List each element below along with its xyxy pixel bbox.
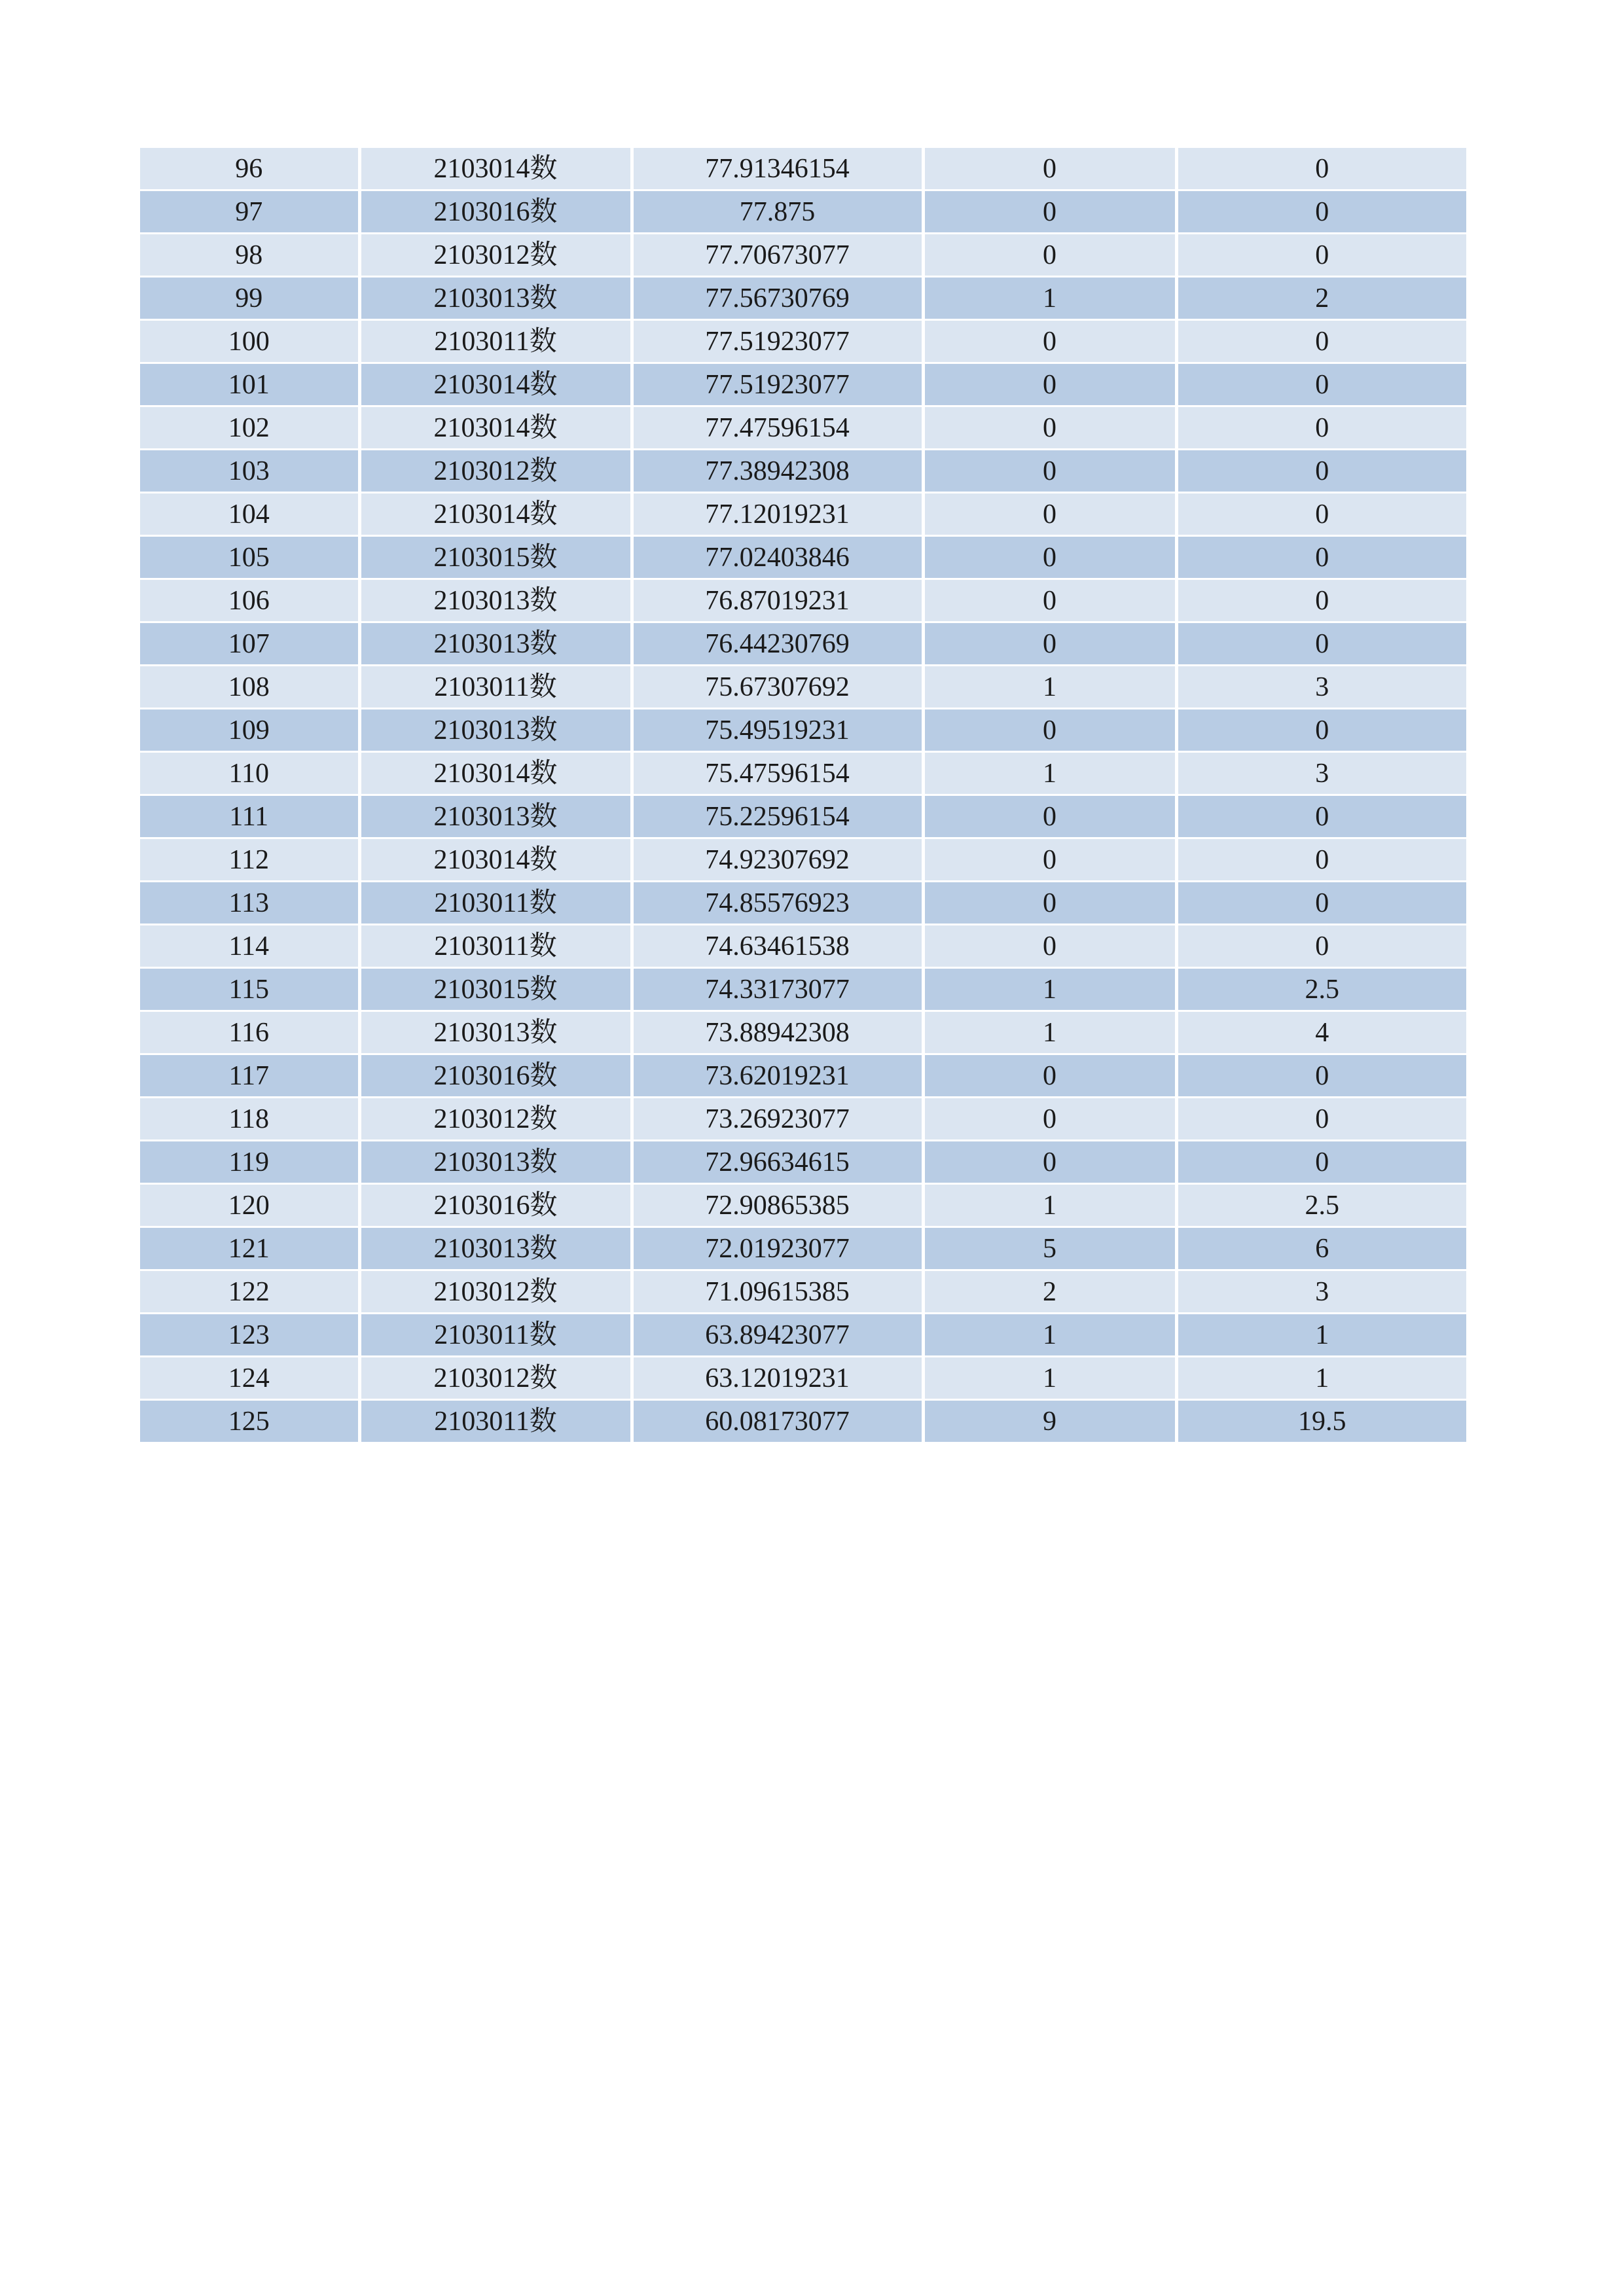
count-cell: 0	[923, 795, 1176, 838]
score-cell: 77.91346154	[632, 148, 923, 190]
score-cell: 71.09615385	[632, 1270, 923, 1314]
class-cell: 2103014数	[359, 838, 632, 882]
points-cell: 2.5	[1176, 1184, 1466, 1227]
class-cell: 2103013数	[359, 795, 632, 838]
rank-cell: 115	[140, 968, 359, 1011]
points-cell: 0	[1176, 450, 1466, 493]
count-cell: 0	[923, 925, 1176, 968]
score-cell: 60.08173077	[632, 1400, 923, 1443]
points-cell: 6	[1176, 1227, 1466, 1270]
rank-cell: 114	[140, 925, 359, 968]
count-cell: 0	[923, 1054, 1176, 1098]
points-cell: 0	[1176, 536, 1466, 579]
points-cell: 0	[1176, 925, 1466, 968]
table-row	[140, 234, 1466, 277]
points-cell: 0	[1176, 1054, 1466, 1098]
score-cell: 72.01923077	[632, 1227, 923, 1270]
class-cell: 2103011数	[359, 882, 632, 925]
table-row	[140, 752, 1466, 795]
data-table	[140, 148, 1466, 1444]
rank-cell: 118	[140, 1098, 359, 1141]
table-row	[140, 1270, 1466, 1314]
count-cell: 0	[923, 838, 1176, 882]
score-cell: 77.70673077	[632, 234, 923, 277]
table-row	[140, 363, 1466, 406]
class-cell: 2103012数	[359, 234, 632, 277]
class-cell: 2103011数	[359, 666, 632, 709]
class-cell: 2103012数	[359, 450, 632, 493]
table-row	[140, 406, 1466, 450]
score-cell: 77.02403846	[632, 536, 923, 579]
table-row	[140, 1098, 1466, 1141]
table-row	[140, 536, 1466, 579]
points-cell: 0	[1176, 148, 1466, 190]
score-cell: 73.62019231	[632, 1054, 923, 1098]
table-row	[140, 277, 1466, 320]
table-row	[140, 1314, 1466, 1357]
table-row	[140, 666, 1466, 709]
score-cell: 74.33173077	[632, 968, 923, 1011]
rank-cell: 110	[140, 752, 359, 795]
score-cell: 73.26923077	[632, 1098, 923, 1141]
class-cell: 2103015数	[359, 536, 632, 579]
points-cell: 0	[1176, 320, 1466, 363]
score-cell: 77.12019231	[632, 493, 923, 536]
rank-cell: 123	[140, 1314, 359, 1357]
score-cell: 74.85576923	[632, 882, 923, 925]
class-cell: 2103012数	[359, 1098, 632, 1141]
table-row	[140, 1357, 1466, 1400]
score-cell: 75.67307692	[632, 666, 923, 709]
points-cell: 0	[1176, 579, 1466, 622]
rank-cell: 101	[140, 363, 359, 406]
score-cell: 77.56730769	[632, 277, 923, 320]
count-cell: 0	[923, 320, 1176, 363]
class-cell: 2103013数	[359, 709, 632, 752]
rank-cell: 120	[140, 1184, 359, 1227]
points-cell: 0	[1176, 1141, 1466, 1184]
score-cell: 75.47596154	[632, 752, 923, 795]
table-row	[140, 579, 1466, 622]
table-row	[140, 1011, 1466, 1054]
count-cell: 1	[923, 968, 1176, 1011]
table-row	[140, 622, 1466, 666]
points-cell: 2.5	[1176, 968, 1466, 1011]
rank-cell: 116	[140, 1011, 359, 1054]
class-cell: 2103013数	[359, 277, 632, 320]
rank-cell: 113	[140, 882, 359, 925]
points-cell: 1	[1176, 1357, 1466, 1400]
table-row	[140, 1184, 1466, 1227]
count-cell: 1	[923, 1314, 1176, 1357]
score-cell: 76.87019231	[632, 579, 923, 622]
score-cell: 77.875	[632, 190, 923, 234]
table-row	[140, 709, 1466, 752]
class-cell: 2103013数	[359, 1227, 632, 1270]
points-cell: 0	[1176, 709, 1466, 752]
score-cell: 75.22596154	[632, 795, 923, 838]
table-row	[140, 148, 1466, 190]
rank-cell: 104	[140, 493, 359, 536]
class-cell: 2103011数	[359, 925, 632, 968]
class-cell: 2103011数	[359, 320, 632, 363]
class-cell: 2103014数	[359, 148, 632, 190]
class-cell: 2103011数	[359, 1314, 632, 1357]
class-cell: 2103013数	[359, 622, 632, 666]
class-cell: 2103012数	[359, 1270, 632, 1314]
rank-cell: 112	[140, 838, 359, 882]
count-cell: 1	[923, 1357, 1176, 1400]
count-cell: 0	[923, 1141, 1176, 1184]
count-cell: 0	[923, 579, 1176, 622]
points-cell: 0	[1176, 363, 1466, 406]
count-cell: 1	[923, 666, 1176, 709]
points-cell: 3	[1176, 666, 1466, 709]
count-cell: 0	[923, 148, 1176, 190]
rank-cell: 108	[140, 666, 359, 709]
count-cell: 0	[923, 406, 1176, 450]
table-row	[140, 190, 1466, 234]
table-body	[140, 148, 1466, 1443]
rank-cell: 100	[140, 320, 359, 363]
count-cell: 0	[923, 622, 1176, 666]
class-cell: 2103013数	[359, 1011, 632, 1054]
score-cell: 72.90865385	[632, 1184, 923, 1227]
table-row	[140, 838, 1466, 882]
rank-cell: 103	[140, 450, 359, 493]
count-cell: 1	[923, 1011, 1176, 1054]
rank-cell: 125	[140, 1400, 359, 1443]
count-cell: 0	[923, 709, 1176, 752]
points-cell: 0	[1176, 406, 1466, 450]
count-cell: 0	[923, 363, 1176, 406]
count-cell: 9	[923, 1400, 1176, 1443]
points-cell: 0	[1176, 1098, 1466, 1141]
table-row	[140, 493, 1466, 536]
score-cell: 63.12019231	[632, 1357, 923, 1400]
rank-cell: 106	[140, 579, 359, 622]
table-row	[140, 1141, 1466, 1184]
points-cell: 19.5	[1176, 1400, 1466, 1443]
table-row	[140, 795, 1466, 838]
rank-cell: 111	[140, 795, 359, 838]
score-cell: 77.47596154	[632, 406, 923, 450]
count-cell: 5	[923, 1227, 1176, 1270]
points-cell: 0	[1176, 234, 1466, 277]
rank-cell: 96	[140, 148, 359, 190]
class-cell: 2103011数	[359, 1400, 632, 1443]
class-cell: 2103014数	[359, 406, 632, 450]
score-cell: 77.51923077	[632, 320, 923, 363]
score-cell: 72.96634615	[632, 1141, 923, 1184]
rank-cell: 98	[140, 234, 359, 277]
table-row	[140, 450, 1466, 493]
points-cell: 0	[1176, 882, 1466, 925]
count-cell: 0	[923, 450, 1176, 493]
score-cell: 77.51923077	[632, 363, 923, 406]
score-cell: 63.89423077	[632, 1314, 923, 1357]
count-cell: 0	[923, 536, 1176, 579]
rank-cell: 105	[140, 536, 359, 579]
class-cell: 2103014数	[359, 363, 632, 406]
table-row	[140, 1227, 1466, 1270]
count-cell: 1	[923, 277, 1176, 320]
score-cell: 74.92307692	[632, 838, 923, 882]
count-cell: 0	[923, 190, 1176, 234]
points-cell: 0	[1176, 190, 1466, 234]
score-cell: 75.49519231	[632, 709, 923, 752]
rank-cell: 119	[140, 1141, 359, 1184]
count-cell: 0	[923, 493, 1176, 536]
rank-cell: 117	[140, 1054, 359, 1098]
points-cell: 0	[1176, 838, 1466, 882]
class-cell: 2103015数	[359, 968, 632, 1011]
points-cell: 1	[1176, 1314, 1466, 1357]
count-cell: 0	[923, 1098, 1176, 1141]
rank-cell: 124	[140, 1357, 359, 1400]
score-cell: 74.63461538	[632, 925, 923, 968]
table-row	[140, 1400, 1466, 1443]
score-cell: 76.44230769	[632, 622, 923, 666]
points-cell: 2	[1176, 277, 1466, 320]
class-cell: 2103016数	[359, 190, 632, 234]
rank-cell: 121	[140, 1227, 359, 1270]
class-cell: 2103016数	[359, 1054, 632, 1098]
rank-cell: 107	[140, 622, 359, 666]
points-cell: 0	[1176, 622, 1466, 666]
rank-cell: 102	[140, 406, 359, 450]
points-cell: 4	[1176, 1011, 1466, 1054]
table-row	[140, 925, 1466, 968]
count-cell: 1	[923, 752, 1176, 795]
points-cell: 0	[1176, 795, 1466, 838]
count-cell: 0	[923, 882, 1176, 925]
points-cell: 0	[1176, 493, 1466, 536]
class-cell: 2103013数	[359, 579, 632, 622]
count-cell: 1	[923, 1184, 1176, 1227]
count-cell: 0	[923, 234, 1176, 277]
points-cell: 3	[1176, 1270, 1466, 1314]
class-cell: 2103014数	[359, 493, 632, 536]
table-row	[140, 1054, 1466, 1098]
class-cell: 2103012数	[359, 1357, 632, 1400]
rank-cell: 122	[140, 1270, 359, 1314]
score-cell: 77.38942308	[632, 450, 923, 493]
class-cell: 2103016数	[359, 1184, 632, 1227]
rank-cell: 109	[140, 709, 359, 752]
table-row	[140, 320, 1466, 363]
rank-cell: 97	[140, 190, 359, 234]
class-cell: 2103013数	[359, 1141, 632, 1184]
rank-cell: 99	[140, 277, 359, 320]
count-cell: 2	[923, 1270, 1176, 1314]
table-row	[140, 968, 1466, 1011]
points-cell: 3	[1176, 752, 1466, 795]
score-cell: 73.88942308	[632, 1011, 923, 1054]
table-row	[140, 882, 1466, 925]
class-cell: 2103014数	[359, 752, 632, 795]
